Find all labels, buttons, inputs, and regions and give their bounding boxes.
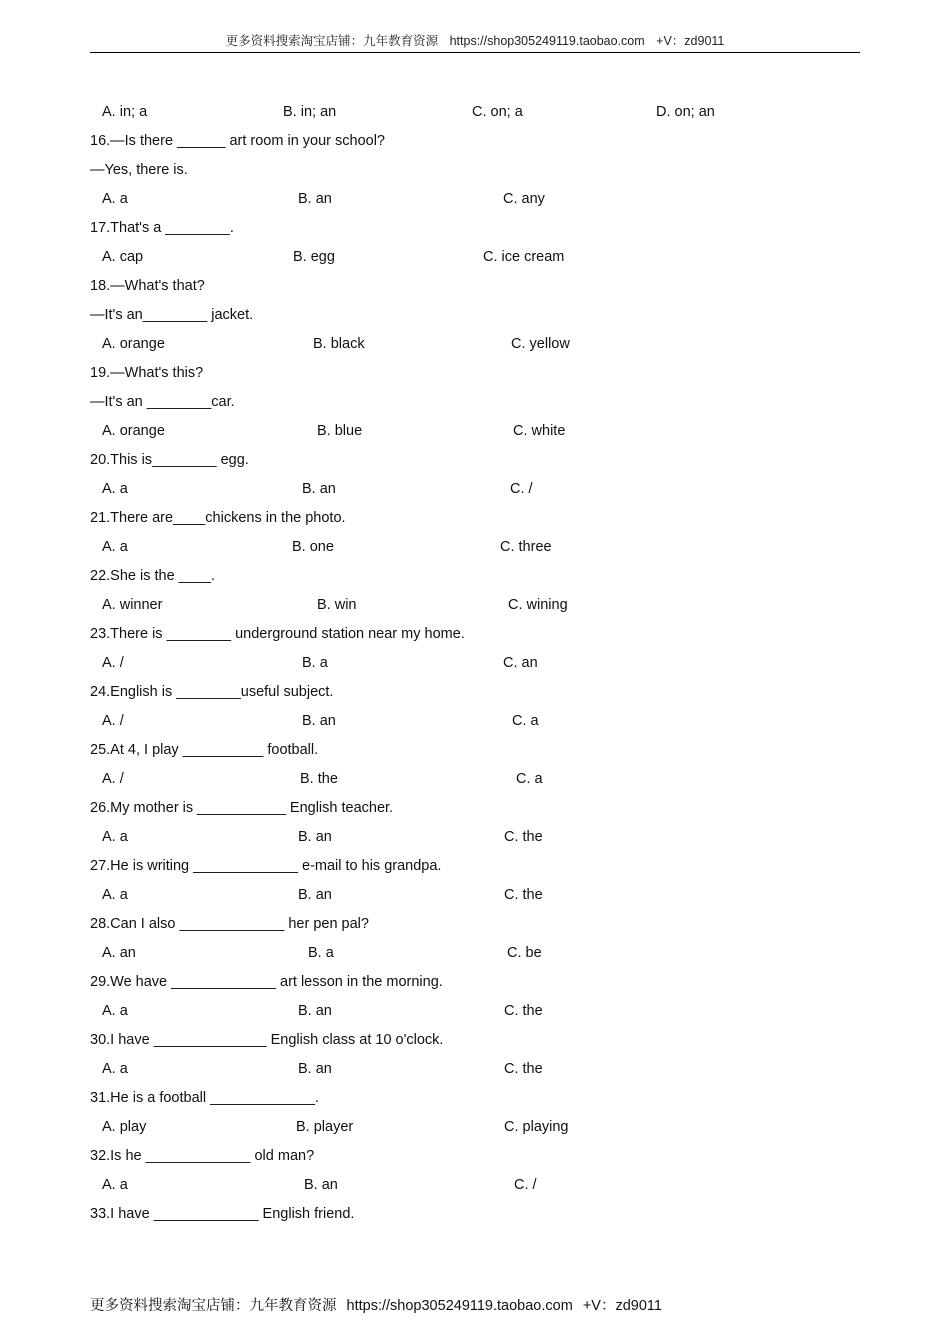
question-line: —It's an ________car. — [90, 394, 235, 410]
option-b: B. one — [292, 539, 334, 555]
options-row — [90, 939, 860, 968]
question-line: 16.—Is there ______ art room in your school? — [90, 133, 385, 149]
option-a: A. orange — [102, 336, 165, 352]
question-line: 23.There is ________ underground station near my home. — [90, 626, 465, 642]
option-a: A. play — [102, 1119, 147, 1135]
option-b: B. egg — [293, 249, 335, 265]
footer-shop-text: 更多资料搜索淘宝店铺：九年教育资源 — [90, 1298, 337, 1314]
option-a: A. in; a — [102, 104, 148, 120]
option-c: C. the — [504, 1003, 543, 1019]
option-b: B. in; an — [283, 104, 337, 120]
options-row — [90, 997, 860, 1026]
option-c: C. three — [500, 539, 552, 555]
option-b: B. a — [302, 655, 328, 671]
question-line: 20.This is________ egg. — [90, 452, 249, 468]
question-line: 30.I have ______________ English class at 10 o'clock. — [90, 1032, 444, 1048]
options-row — [90, 707, 860, 736]
options-row — [90, 1055, 860, 1084]
option-b: B. an — [304, 1177, 338, 1193]
option-a: A. a — [102, 191, 128, 207]
options-row — [90, 1171, 860, 1200]
options-row — [90, 1113, 860, 1142]
options-row — [90, 475, 860, 504]
option-c: C. a — [512, 713, 539, 729]
options-row — [90, 881, 860, 910]
header-contact: +V：zd9011 — [656, 34, 725, 48]
question-line: 18.—What's that? — [90, 278, 205, 294]
question-line: 19.—What's this? — [90, 365, 204, 381]
option-c: C. the — [504, 829, 543, 845]
option-a: A. a — [102, 539, 128, 555]
option-a: A. a — [102, 481, 128, 497]
option-a: A. cap — [102, 249, 144, 265]
question-line: 32.Is he _____________ old man? — [90, 1148, 315, 1164]
header-url: https://shop305249119.taobao.com — [449, 34, 645, 48]
option-c: C. ice cream — [483, 249, 565, 265]
question-line: 22.She is the ____. — [90, 568, 215, 584]
question-list — [90, 98, 860, 1229]
options-row — [90, 185, 860, 214]
question-line: —It's an________ jacket. — [90, 307, 254, 323]
option-b: B. an — [302, 713, 336, 729]
option-c: C. the — [504, 887, 543, 903]
page-footer — [90, 1295, 662, 1317]
options-row — [90, 823, 860, 852]
question-line: 26.My mother is ___________ English teacher. — [90, 800, 394, 816]
option-b: B. win — [317, 597, 357, 613]
option-c: C. on; a — [472, 104, 523, 120]
option-a: A. a — [102, 887, 128, 903]
page-header — [90, 30, 860, 53]
option-c: C. an — [503, 655, 538, 671]
option-a: A. a — [102, 1177, 128, 1193]
footer-contact: +V：zd9011 — [582, 1298, 662, 1314]
option-c: C. playing — [504, 1119, 569, 1135]
options-row — [90, 591, 860, 620]
option-b: B. player — [296, 1119, 354, 1135]
options-row — [90, 765, 860, 794]
question-line: 33.I have _____________ English friend. — [90, 1206, 355, 1222]
options-row — [90, 243, 860, 272]
option-c: C. / — [510, 481, 533, 497]
option-b: B. blue — [317, 423, 363, 439]
option-b: B. the — [300, 771, 338, 787]
option-c: C. be — [507, 945, 542, 961]
option-a: A. a — [102, 829, 128, 845]
question-line: 17.That's a ________. — [90, 220, 234, 236]
options-row — [90, 649, 860, 678]
option-c: C. a — [516, 771, 543, 787]
option-c: C. / — [514, 1177, 537, 1193]
option-a: A. orange — [102, 423, 165, 439]
options-row — [90, 98, 860, 127]
option-b: B. an — [298, 191, 332, 207]
option-c: C. the — [504, 1061, 543, 1077]
option-c: C. wining — [508, 597, 568, 613]
footer-url: https://shop305249119.taobao.com — [346, 1298, 573, 1314]
option-a: A. a — [102, 1003, 128, 1019]
header-shop-text: 更多资料搜索淘宝店铺：九年教育资源 — [225, 34, 439, 48]
option-b: B. an — [302, 481, 336, 497]
question-line: 21.There are____chickens in the photo. — [90, 510, 346, 526]
question-line: 28.Can I also _____________ her pen pal? — [90, 916, 369, 932]
question-line: 24.English is ________useful subject. — [90, 684, 334, 700]
options-row — [90, 533, 860, 562]
option-b: B. black — [313, 336, 365, 352]
option-a: A. / — [102, 713, 124, 729]
option-b: B. a — [308, 945, 334, 961]
option-c: C. any — [503, 191, 545, 207]
option-b: B. an — [298, 1003, 332, 1019]
option-b: B. an — [298, 1061, 332, 1077]
question-line: 29.We have _____________ art lesson in the morning. — [90, 974, 443, 990]
options-row — [90, 330, 860, 359]
option-a: A. a — [102, 1061, 128, 1077]
option-b: B. an — [298, 887, 332, 903]
option-d: D. on; an — [656, 104, 715, 120]
option-a: A. / — [102, 655, 124, 671]
option-c: C. white — [513, 423, 566, 439]
option-c: C. yellow — [511, 336, 570, 352]
question-line: —Yes, there is. — [90, 162, 188, 178]
option-a: A. winner — [102, 597, 163, 613]
option-b: B. an — [298, 829, 332, 845]
question-line: 25.At 4, I play __________ football. — [90, 742, 319, 758]
question-line: 27.He is writing _____________ e-mail to his grandpa. — [90, 858, 442, 874]
option-a: A. / — [102, 771, 124, 787]
option-a: A. an — [102, 945, 136, 961]
options-row — [90, 417, 860, 446]
question-line: 31.He is a football _____________. — [90, 1090, 319, 1106]
